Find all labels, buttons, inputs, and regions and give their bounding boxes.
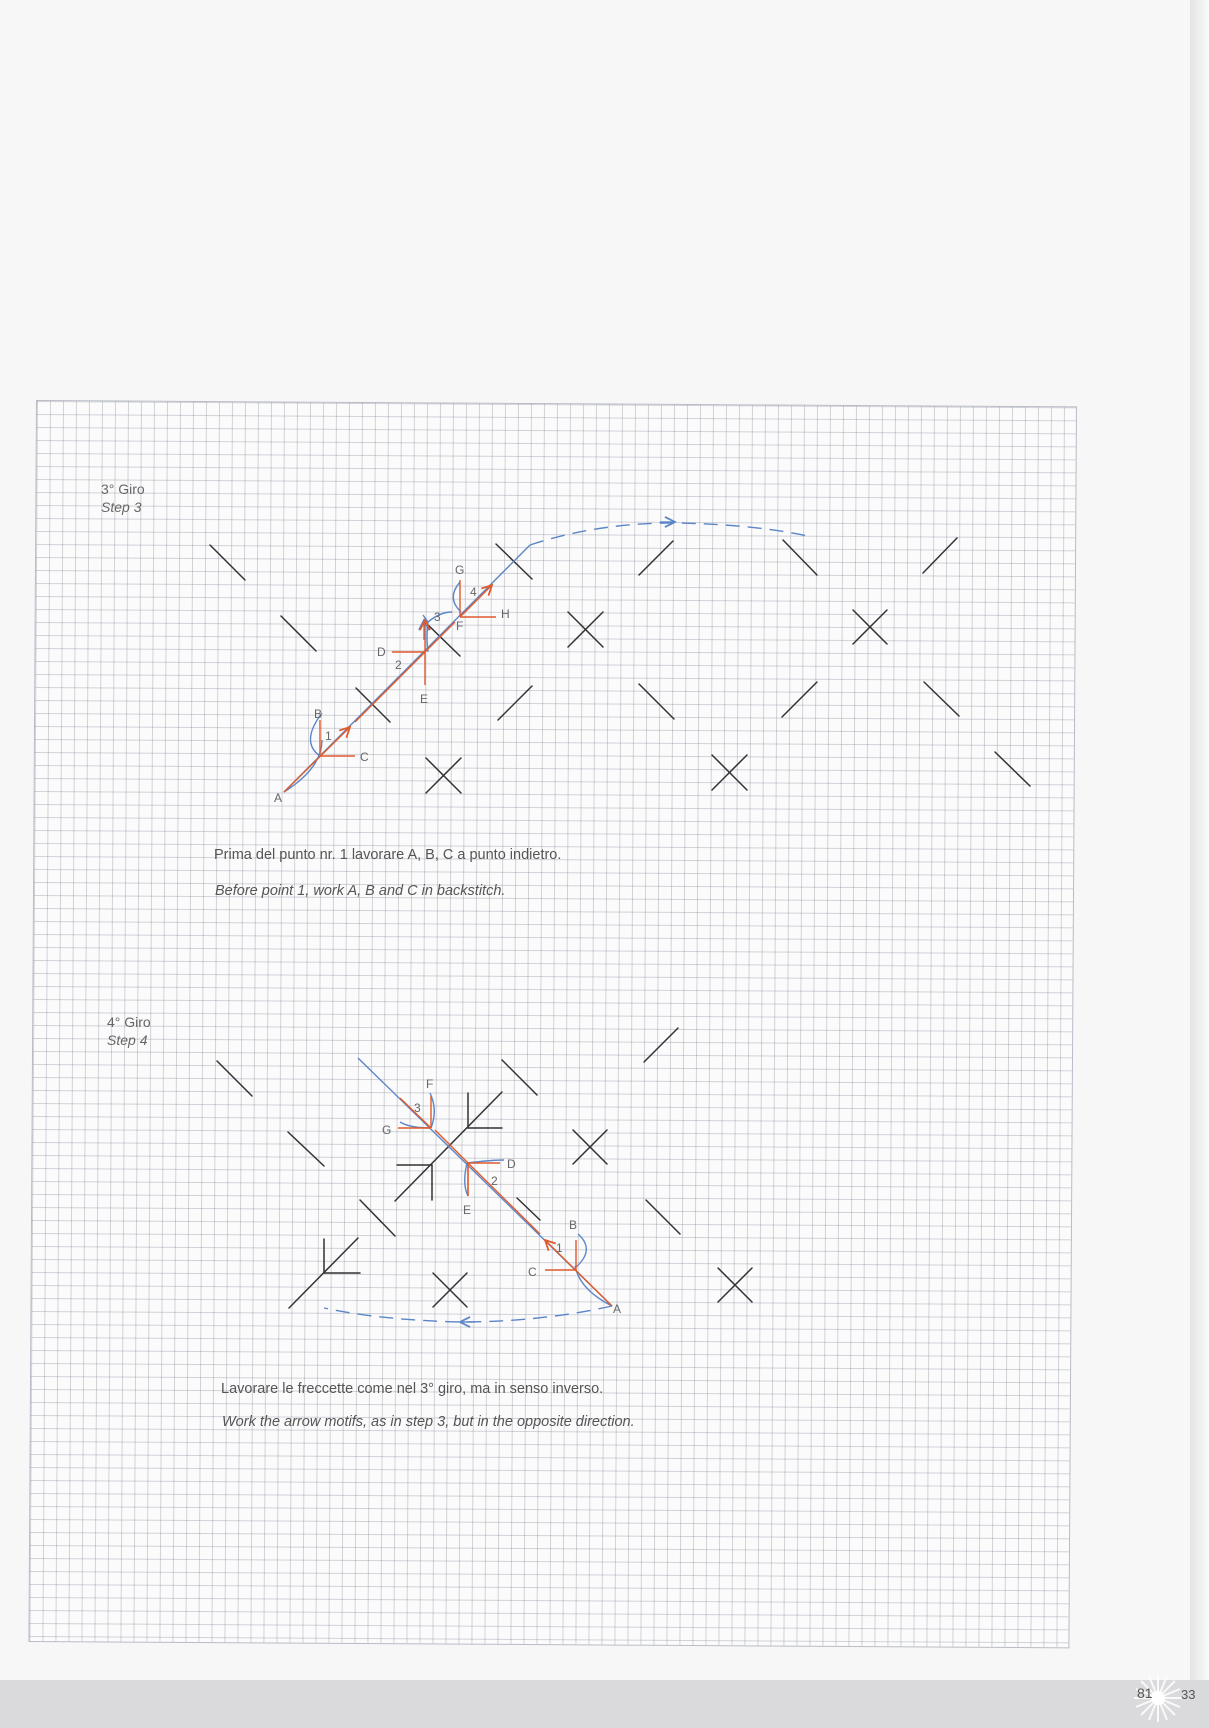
point-label: F <box>426 1077 434 1091</box>
stitch-diagonal <box>923 538 957 573</box>
stitch-diagonal <box>924 682 959 716</box>
step3-diagram <box>210 522 1030 805</box>
step3-title-en: Step 3 <box>101 499 142 515</box>
stitch-diagonal <box>498 686 532 720</box>
step4-diagram <box>217 1028 752 1322</box>
number-label: 4 <box>470 585 477 599</box>
point-label: E <box>463 1203 472 1217</box>
stitch-diagonal <box>356 688 390 722</box>
step3-number-labels <box>325 585 477 743</box>
point-label: F <box>456 619 464 633</box>
point-label: B <box>569 1218 578 1232</box>
number-label: 1 <box>325 729 332 743</box>
stitch-diagonal <box>424 621 460 656</box>
stitch-diagonal <box>783 540 817 575</box>
stitch-diagonal <box>217 1061 252 1096</box>
stitch-diagonal <box>502 1060 537 1095</box>
stitch-diagonal <box>995 752 1030 786</box>
step4-number-labels <box>414 1101 563 1255</box>
step4-title: 4° Giro <box>107 1014 151 1030</box>
stitch-diagonal <box>360 1200 395 1236</box>
next-page-number-partial: 33 <box>1181 1687 1196 1702</box>
point-label: A <box>274 791 283 805</box>
point-label: G <box>455 563 465 577</box>
stitch-diagonal <box>288 1132 324 1166</box>
step3-title: 3° Giro <box>101 481 145 497</box>
point-label: C <box>528 1265 537 1279</box>
point-label: E <box>420 692 429 706</box>
stitch-diagonal <box>639 684 674 719</box>
stitch-diagonal <box>281 616 316 651</box>
step3-stitches <box>210 538 1030 793</box>
stitch-diagonal <box>639 541 673 575</box>
point-label: A <box>613 1302 622 1316</box>
stitch-diagonal <box>644 1028 678 1062</box>
number-label: 3 <box>414 1101 421 1115</box>
point-label: G <box>382 1123 392 1137</box>
point-label: C <box>360 750 369 764</box>
number-label: 3 <box>434 610 441 624</box>
point-label: B <box>314 707 323 721</box>
point-label: D <box>377 645 386 659</box>
step4-stitches <box>217 1028 752 1308</box>
step4-title-en: Step 4 <box>107 1032 148 1048</box>
number-label: 2 <box>395 658 402 672</box>
number-label: 1 <box>556 1241 563 1255</box>
stitch-diagonal <box>210 545 245 580</box>
number-label: 2 <box>491 1174 498 1188</box>
stitch-diagonal <box>646 1200 680 1234</box>
step4-caption-en: Work the arrow motifs, as in step 3, but in the opposite direction. <box>222 1414 635 1430</box>
step3-caption-en: Before point 1, work A, B and C in backstitch. <box>215 883 506 899</box>
stitch-diagonal <box>782 682 817 717</box>
page-number: 81 <box>1137 1685 1153 1701</box>
step4-caption-it: Lavorare le freccette come nel 3° giro, ma in senso inverso. <box>221 1381 604 1397</box>
point-label: D <box>507 1157 516 1171</box>
step3-caption-it: Prima del punto nr. 1 lavorare A, B, C a punto indietro. <box>214 847 562 863</box>
point-label: H <box>501 607 510 621</box>
